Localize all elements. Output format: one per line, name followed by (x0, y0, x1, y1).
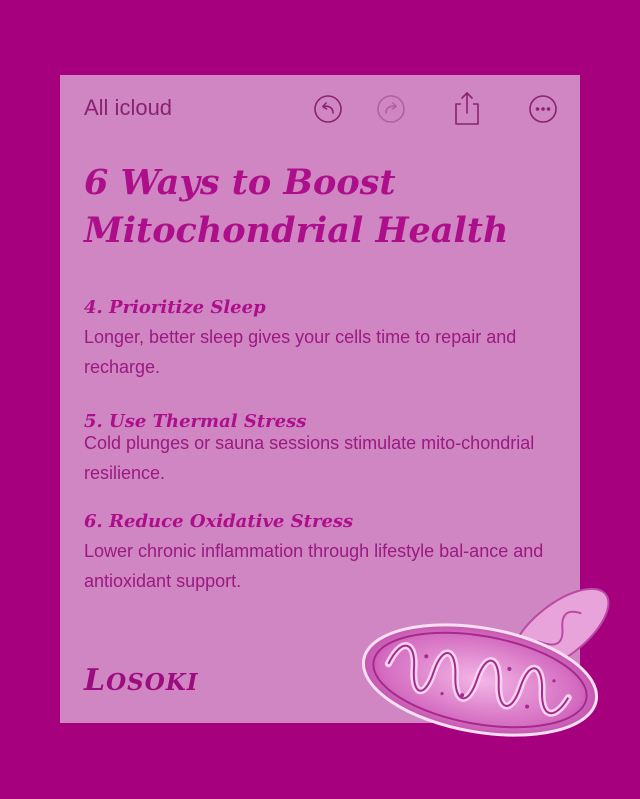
share-icon[interactable] (452, 91, 482, 127)
title-line-2: Mitochondrial Health (84, 210, 509, 251)
tip-body: Lower chronic inflammation through lifestyle bal-ance and antioxidant support. (84, 541, 544, 591)
tip-section-sleep (84, 297, 554, 382)
title-line-1: 6 Ways to Boost (84, 162, 396, 203)
brand-logo (84, 663, 199, 698)
tip-heading: 6. Reduce Oxidative Stress (84, 511, 354, 532)
brand-initial: L (84, 663, 107, 698)
page-title (84, 159, 574, 255)
mitochondrion-illustration (355, 570, 615, 750)
tip-heading: 5. Use Thermal Stress (84, 411, 307, 432)
more-icon[interactable] (527, 93, 559, 125)
notes-toolbar (60, 75, 580, 145)
back-link[interactable]: All icloud (84, 95, 173, 120)
tip-body: Cold plunges or sauna sessions stimulate mito-chondrial resilience. (84, 433, 535, 483)
tip-body: Longer, better sleep gives your cells time to repair and recharge. (84, 327, 517, 377)
undo-icon[interactable] (312, 93, 344, 125)
redo-icon[interactable] (375, 93, 407, 125)
brand-rest: OSOKI (106, 669, 199, 696)
tip-heading: 4. Prioritize Sleep (84, 297, 266, 318)
tip-section-thermal (84, 411, 554, 488)
